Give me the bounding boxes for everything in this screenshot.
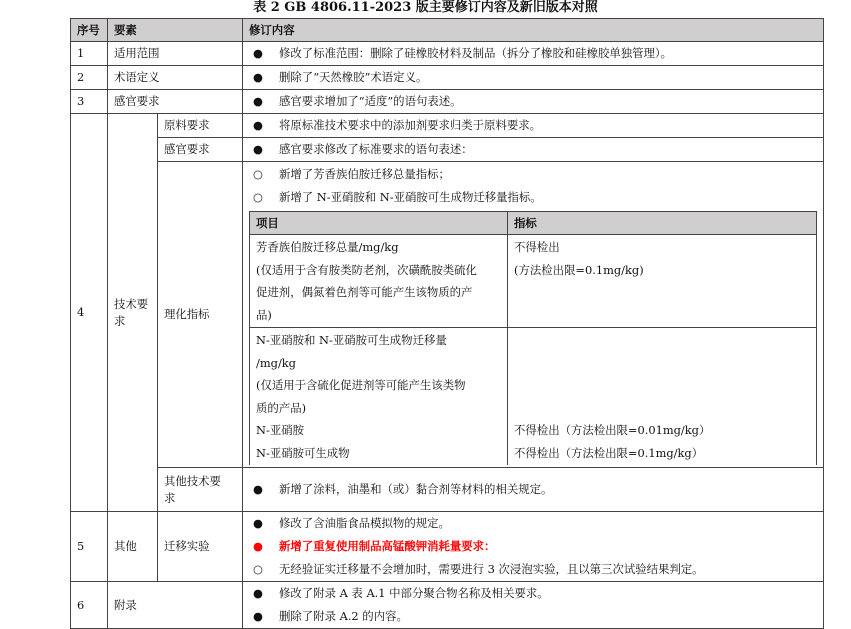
bullet-icon: ● [253,539,263,553]
header-no: 序号 [71,19,108,42]
limits-value-text: 不得检出（方法检出限=0.01mg/kg） [514,423,711,437]
row-no: 3 [71,90,108,114]
limits-item-text: N-亚硝胺和 N-亚硝胺可生成物迁移量 [256,333,447,347]
header-content: 修订内容 [243,19,824,42]
limits-header-value: 指标 [508,212,817,235]
limits-item-text: 质的产品) [256,400,307,415]
header-row [71,19,824,42]
row-no: 2 [71,66,108,90]
bullet-icon: ● [253,482,263,496]
row-no: 6 [71,582,108,629]
sub-element: 感官要求 [158,138,243,162]
limits-item-text: N-亚硝胺可生成物 [256,445,350,460]
limits-value-text: 不得检出 [514,240,560,254]
row-content [243,114,824,138]
content-text: 修改了附录 A 表 A.1 中部分聚合物名称及相关要求。 [279,586,549,600]
row-no: 4 [71,114,108,512]
limits-header-item: 项目 [250,212,508,235]
table-row [71,468,824,512]
table-row [71,42,824,66]
row-content [243,66,824,90]
row-content [243,42,824,66]
content-text: 新增了涂料，油墨和（或）黏合剂等材料的相关规定。 [279,482,553,496]
bullet-icon: ● [253,118,263,132]
limits-item-text: (仅适用于含有胺类防老剂，次磺酰胺类硫化 [256,262,477,277]
content-text-emphasis: 新增了重复使用制品高锰酸钾消耗量要求： [279,539,496,553]
table-row [71,512,824,582]
limits-table [249,211,817,465]
limits-item-text: N-亚硝胺 [256,423,305,437]
bullet-icon: ● [253,516,263,530]
table-row [71,66,824,90]
table-row [71,162,824,468]
table-row [71,90,824,114]
row-element: 技术要求 [108,114,158,512]
sub-element-text: 其他技术要 [164,473,221,488]
content-text: 删除了“天然橡胶”术语定义。 [279,70,428,84]
row-content [243,582,824,629]
bullet-icon: ● [253,94,263,108]
row-no: 5 [71,512,108,582]
row-content [243,512,824,582]
limits-row [250,328,817,466]
row-element: 附录 [108,582,243,629]
content-text: 修改了标准范围：删除了硅橡胶材料及制品（拆分了橡胶和硅橡胶单独管理）。 [279,46,672,60]
row-no: 1 [71,42,108,66]
open-bullet-icon: ○ [253,167,263,181]
open-bullet-icon: ○ [253,190,263,204]
row-content [243,162,824,468]
content-text: 感官要求增加了“适度”的语句表述。 [279,94,462,108]
limits-item-text: (仅适用于含硫化促进剂等可能产生该类物 [256,378,466,392]
bullet-icon: ● [253,142,263,156]
sub-element-text: 求 [164,490,176,505]
table-row [71,582,824,629]
row-element: 适用范围 [108,42,243,66]
sub-element: 理化指标 [158,162,243,468]
limits-item-text: 促进剂，偶氮着色剂等可能产生该物质的产 [256,285,473,299]
content-text: 删除了附录 A.2 的内容。 [279,609,408,623]
bullet-icon: ● [253,586,263,600]
table-row [71,114,824,138]
limits-value-text: 不得检出（方法检出限=0.1mg/kg） [514,445,704,460]
limits-item-text: /mg/kg [256,355,296,370]
content-text: 修改了含油脂食品模拟物的规定。 [279,516,450,530]
bullet-icon: ● [253,609,263,623]
limits-item-text: 品) [256,307,272,322]
bullet-icon: ● [253,46,263,60]
open-bullet-icon: ○ [253,562,263,576]
limits-row [250,235,817,328]
row-content [243,90,824,114]
limits-item-text: 芳香族伯胺迁移总量/mg/kg [256,240,399,254]
table-row [71,138,824,162]
row-element: 其他 [108,512,158,582]
row-content [243,138,824,162]
revision-table [70,18,824,629]
sub-element: 原料要求 [158,114,243,138]
content-text: 新增了芳香族伯胺迁移总量指标； [279,167,450,181]
content-text: 将原标准技术要求中的添加剂要求归类于原料要求。 [279,118,542,132]
row-element: 术语定义 [108,66,243,90]
row-element: 感官要求 [108,90,243,114]
table-title: 表 2 GB 4806.11-2023 版主要修订内容及新旧版本对照 [253,0,598,15]
content-text: 新增了 N-亚硝胺和 N-亚硝胺可生成物迁移量指标。 [279,190,542,204]
row-content [243,468,824,512]
content-text: 无经验证实迁移量不会增加时，需要进行 3 次浸泡实验，且以第三次试验结果判定。 [279,562,704,576]
content-text: 感官要求修改了标准要求的语句表述： [279,142,473,156]
sub-element [158,468,243,512]
limits-value-text: (方法检出限=0.1mg/kg) [514,262,644,277]
sub-element: 迁移实验 [158,512,243,582]
header-element: 要素 [108,19,243,42]
bullet-icon: ● [253,70,263,84]
